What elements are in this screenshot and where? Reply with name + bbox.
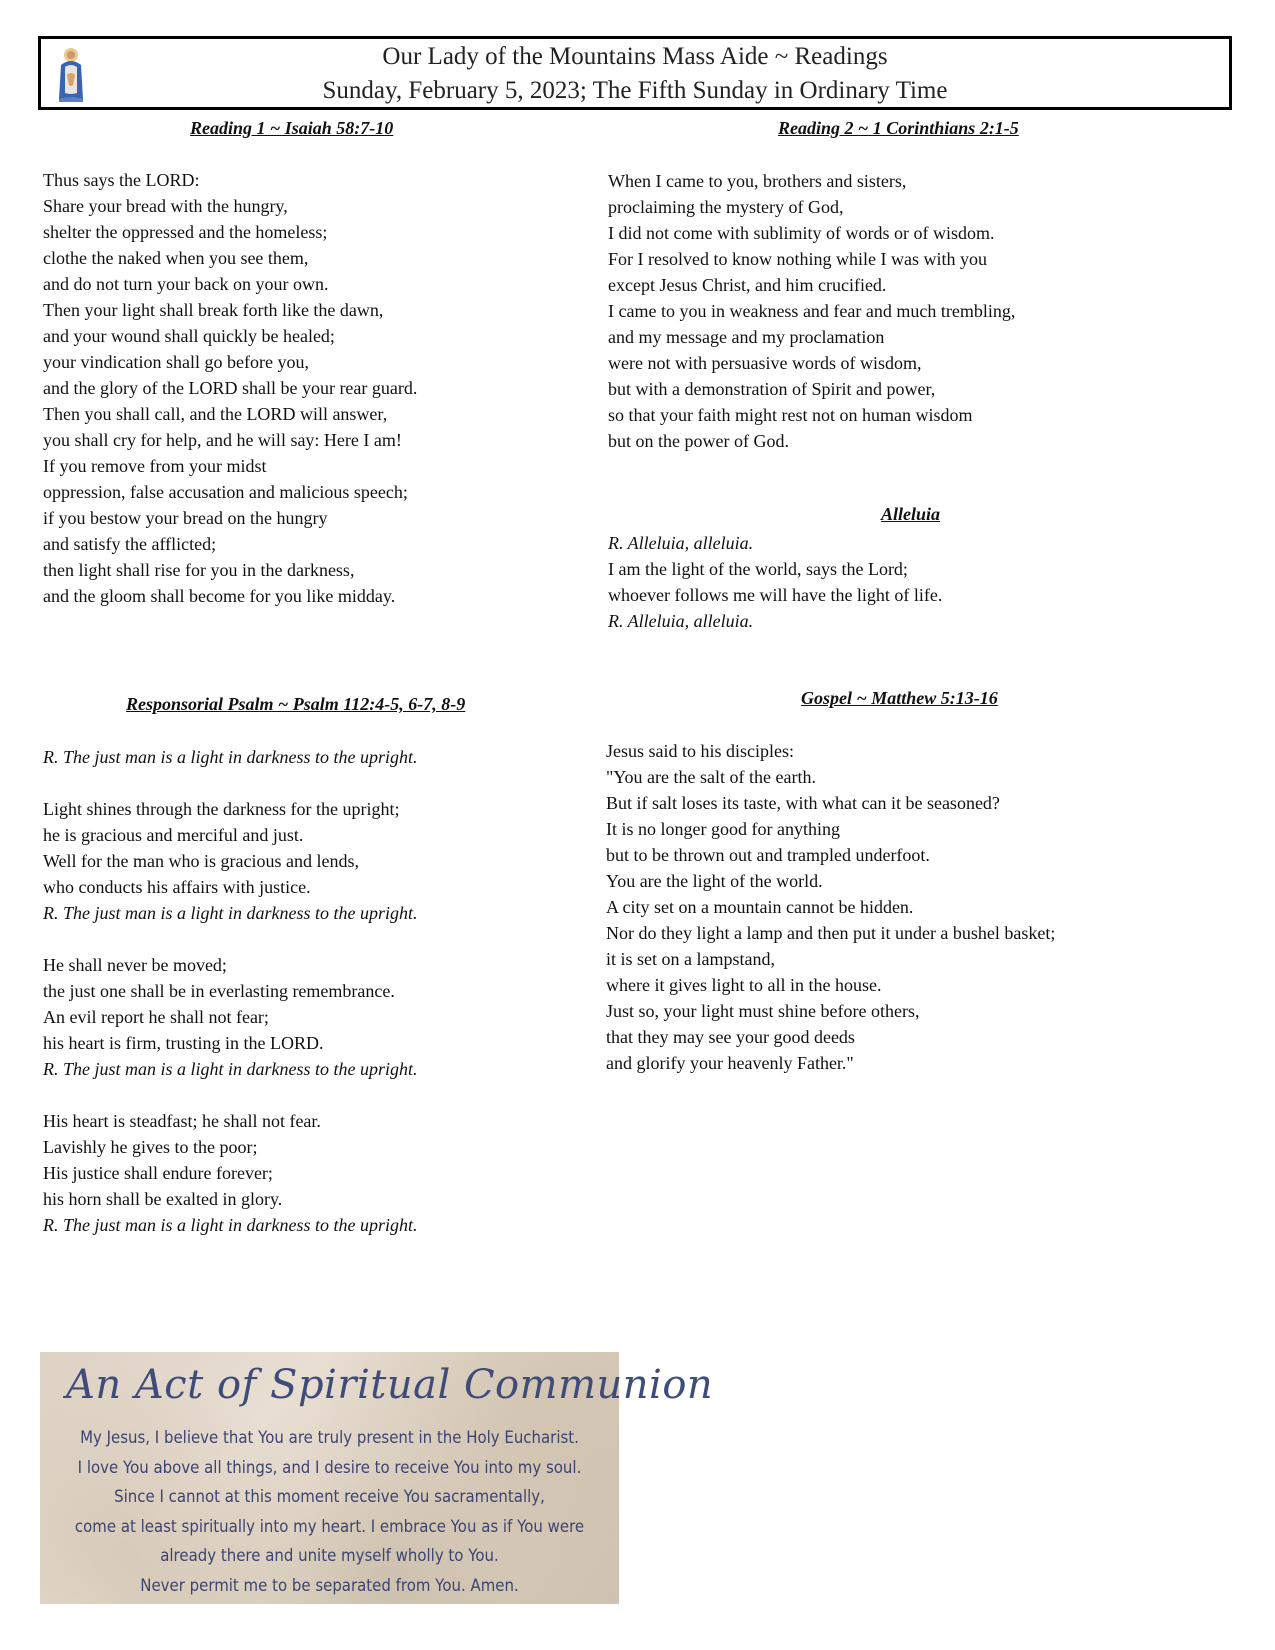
text-line: and glorify your heavenly Father." xyxy=(606,1053,854,1073)
text-line: and my message and my proclamation xyxy=(608,327,885,347)
text-line: and satisfy the afflicted; xyxy=(43,534,217,554)
text-line: his heart is firm, trusting in the LORD. xyxy=(43,1033,324,1053)
psalm-response: R. The just man is a light in darkness to the upright. xyxy=(43,1059,418,1079)
psalm-response: R. The just man is a light in darkness to the upright. xyxy=(43,747,418,767)
text-line: whoever follows me will have the light of life. xyxy=(608,585,943,605)
text-line: Lavishly he gives to the poor; xyxy=(43,1137,258,1157)
prayer-line: already there and unite myself wholly to You. xyxy=(160,1546,499,1566)
text-line: your vindication shall go before you, xyxy=(43,352,309,372)
text-line: but to be thrown out and trampled underfoot. xyxy=(606,845,930,865)
text-line: it is set on a lampstand, xyxy=(606,949,775,969)
alleluia-title: Alleluia xyxy=(881,504,941,524)
text-line: Jesus said to his disciples: xyxy=(606,741,794,761)
psalm-response: R. The just man is a light in darkness to the upright. xyxy=(43,1215,418,1235)
text-line: Nor do they light a lamp and then put it under a bushel basket; xyxy=(606,923,1056,943)
text-line: shelter the oppressed and the homeless; xyxy=(43,222,328,242)
text-line: His justice shall endure forever; xyxy=(43,1163,273,1183)
text-line: An evil report he shall not fear; xyxy=(43,1007,269,1027)
header-title: Our Lady of the Mountains Mass Aide ~ Readings xyxy=(382,43,888,70)
gospel-title: Gospel ~ Matthew 5:13-16 xyxy=(801,688,998,708)
psalm-title: Responsorial Psalm ~ Psalm 112:4-5, 6-7, 8-9 xyxy=(126,694,466,714)
text-line: A city set on a mountain cannot be hidden. xyxy=(606,897,914,917)
text-line: who conducts his affairs with justice. xyxy=(43,877,311,897)
text-line: Then your light shall break forth like the dawn, xyxy=(43,300,384,320)
text-line: He shall never be moved; xyxy=(43,955,227,975)
prayer-text xyxy=(40,1424,619,1601)
text-line: Then you shall call, and the LORD will answer, xyxy=(43,404,388,424)
text-line: and the gloom shall become for you like midday. xyxy=(43,586,396,606)
prayer-line: Since I cannot at this moment receive You sacramentally, xyxy=(114,1487,545,1507)
alleluia-response: R. Alleluia, alleluia. xyxy=(608,533,754,553)
text-line: that they may see your good deeds xyxy=(606,1027,855,1047)
text-line: where it gives light to all in the house. xyxy=(606,975,882,995)
text-line: his horn shall be exalted in glory. xyxy=(43,1189,283,1209)
prayer-title: An Act of Spiritual Communion xyxy=(66,1362,714,1408)
text-line: It is no longer good for anything xyxy=(606,819,840,839)
reading1-text xyxy=(43,167,417,609)
text-line: If you remove from your midst xyxy=(43,456,267,476)
text-line: then light shall rise for you in the darkness, xyxy=(43,560,355,580)
text-line: so that your faith might rest not on human wisdom xyxy=(608,405,973,425)
gospel-text xyxy=(606,738,1055,1076)
reading2-title: Reading 2 ~ 1 Corinthians 2:1-5 xyxy=(778,118,1019,138)
text-line: Light shines through the darkness for the upright; xyxy=(43,799,400,819)
text-line: I came to you in weakness and fear and much trembling, xyxy=(608,301,1016,321)
text-line: but with a demonstration of Spirit and power, xyxy=(608,379,936,399)
text-line: Share your bread with the hungry, xyxy=(43,196,288,216)
psalm-response: R. The just man is a light in darkness to the upright. xyxy=(43,903,418,923)
psalm-text xyxy=(43,744,418,1238)
text-line: he is gracious and merciful and just. xyxy=(43,825,304,845)
text-line: the just one shall be in everlasting remembrance. xyxy=(43,981,395,1001)
text-line: you shall cry for help, and he will say: Here I am! xyxy=(43,430,402,450)
text-line: But if salt loses its taste, with what can it be seasoned? xyxy=(606,793,1000,813)
reading1-title: Reading 1 ~ Isaiah 58:7-10 xyxy=(190,118,394,138)
text-line: "You are the salt of the earth. xyxy=(606,767,816,787)
text-line: were not with persuasive words of wisdom, xyxy=(608,353,922,373)
text-line: When I came to you, brothers and sisters, xyxy=(608,171,907,191)
text-line: if you bestow your bread on the hungry xyxy=(43,508,328,528)
prayer-line: come at least spiritually into my heart. I embrace You as if You were xyxy=(74,1516,585,1537)
text-line: clothe the naked when you see them, xyxy=(43,248,309,268)
text-line: For I resolved to know nothing while I was with you xyxy=(608,249,987,269)
header-date: Sunday, February 5, 2023; The Fifth Sunday in Ordinary Time xyxy=(322,77,948,104)
text-line: and the glory of the LORD shall be your rear guard. xyxy=(43,378,418,398)
prayer-line: My Jesus, I believe that You are truly present in the Holy Eucharist. xyxy=(80,1428,579,1448)
text-line: proclaiming the mystery of God, xyxy=(608,197,844,217)
text-line: I did not come with sublimity of words or of wisdom. xyxy=(608,223,995,243)
text-line: Thus says the LORD: xyxy=(43,170,200,190)
text-line: and your wound shall quickly be healed; xyxy=(43,326,335,346)
reading2-text xyxy=(608,168,1015,454)
text-line: Just so, your light must shine before others, xyxy=(606,1001,920,1021)
text-line: but on the power of God. xyxy=(608,431,789,451)
text-line: I am the light of the world, says the Lord; xyxy=(608,559,908,579)
spiritual-communion-card xyxy=(40,1352,714,1604)
text-line: except Jesus Christ, and him crucified. xyxy=(608,275,887,295)
text-line: His heart is steadfast; he shall not fear. xyxy=(43,1111,321,1131)
alleluia-response: R. Alleluia, alleluia. xyxy=(608,611,754,631)
text-line: oppression, false accusation and malicious speech; xyxy=(43,482,408,502)
page-header xyxy=(38,36,1232,110)
text-line: You are the light of the world. xyxy=(606,871,823,891)
alleluia-text xyxy=(608,530,942,634)
text-line: Well for the man who is gracious and lends, xyxy=(43,851,359,871)
prayer-line: Never permit me to be separated from You. Amen. xyxy=(140,1575,519,1596)
prayer-line: I love You above all things, and I desire to receive You into my soul. xyxy=(77,1457,582,1478)
text-line: and do not turn your back on your own. xyxy=(43,274,329,294)
